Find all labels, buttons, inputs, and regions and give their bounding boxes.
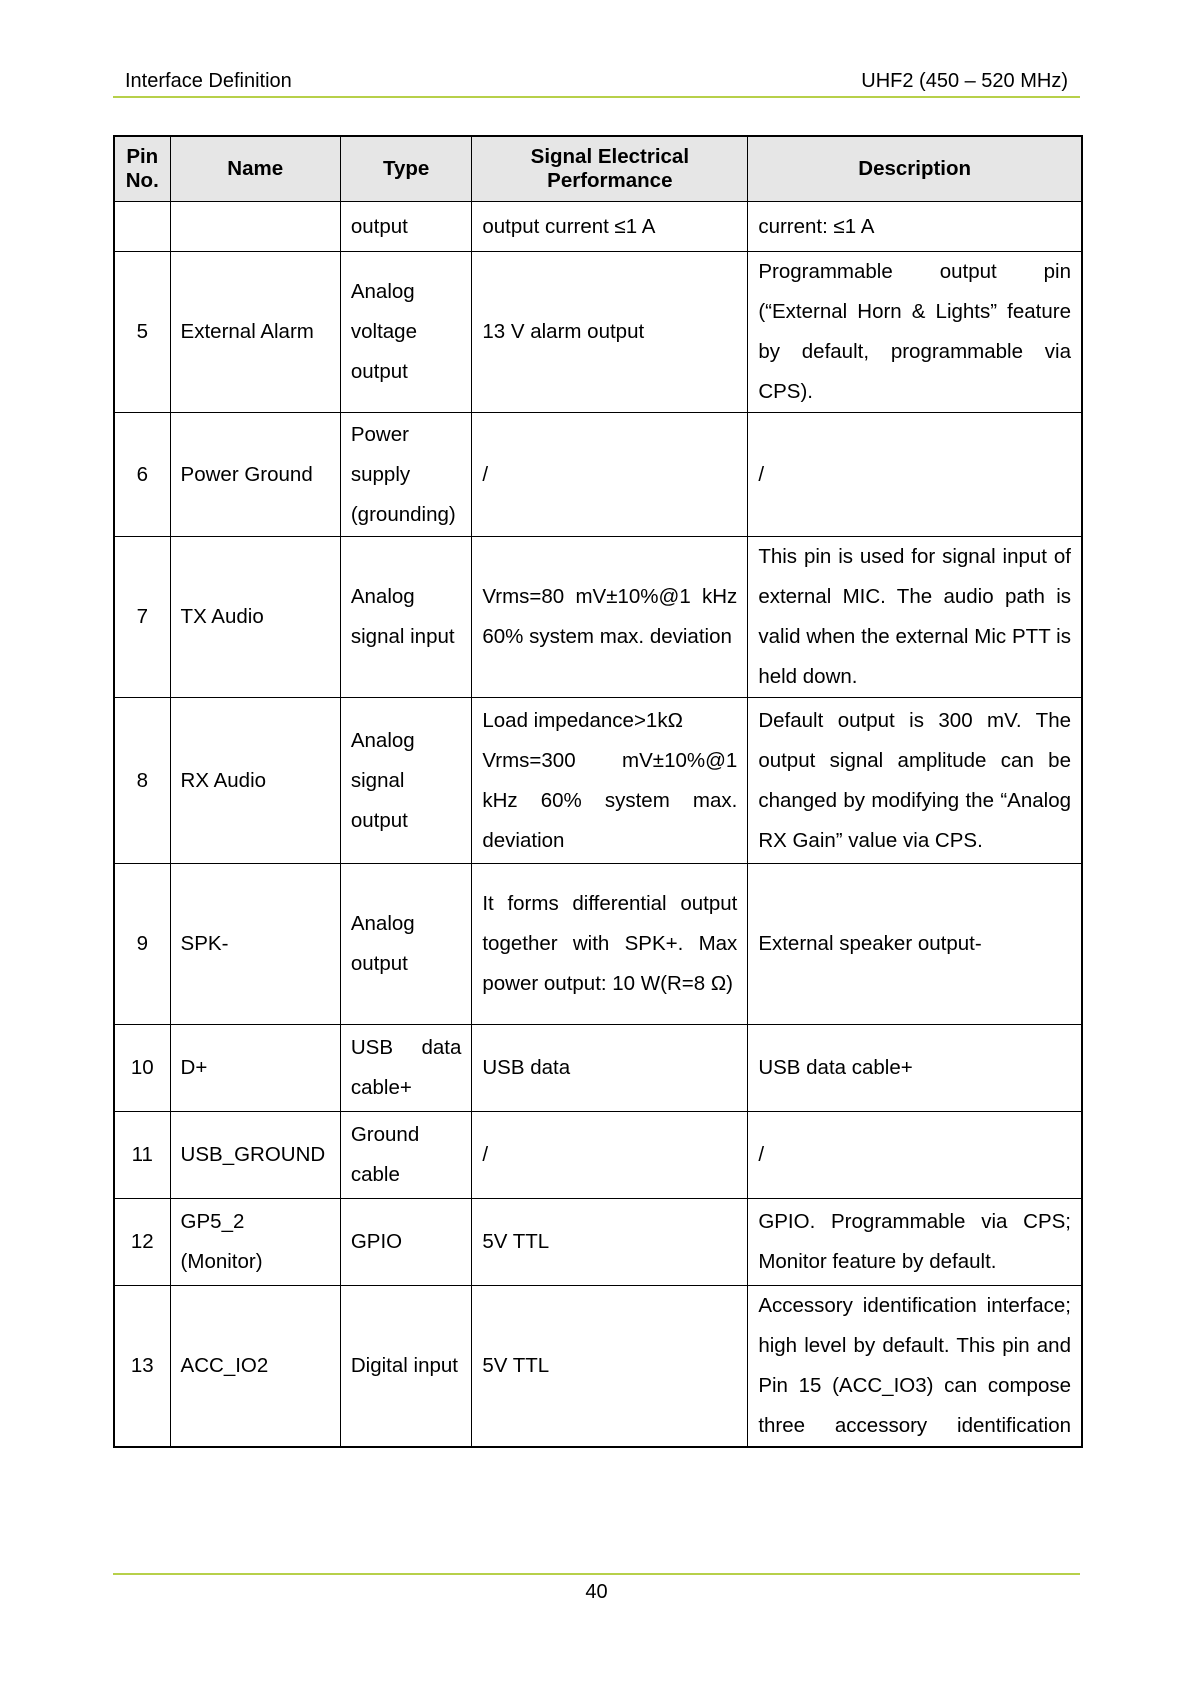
table-row <box>114 413 1082 537</box>
pin-description: This pin is used for signal input of external MIC. The audio path is valid when the external Mic PTT is held down. <box>748 537 1082 698</box>
table-row <box>114 202 1082 252</box>
pin-signal <box>472 698 748 864</box>
pin-description: Accessory identification interface; high level by default. This pin and Pin 15 (ACC_IO3) can compose three accessory identification <box>748 1286 1082 1448</box>
header-description: Description <box>748 136 1082 202</box>
header-type: Type <box>340 136 472 202</box>
signal-load-impedance: Load impedance>1kΩ <box>482 708 683 732</box>
pin-type: Ground cable <box>340 1112 472 1199</box>
pin-name: D+ <box>170 1025 340 1112</box>
pin-name: ACC_IO2 <box>170 1286 340 1448</box>
pin-signal: 5V TTL <box>472 1286 748 1448</box>
pin-number: 8 <box>114 698 170 864</box>
pin-type: Analog signal output <box>340 698 472 864</box>
pin-name: RX Audio <box>170 698 340 864</box>
pin-description: Programmable output pin (“External Horn & Lights” feature by default, programmable via CPS). <box>748 252 1082 413</box>
pin-signal: 5V TTL <box>472 1199 748 1286</box>
table-row <box>114 1112 1082 1199</box>
pin-signal: USB data <box>472 1025 748 1112</box>
table-header-row <box>114 136 1082 202</box>
pin-name: External Alarm <box>170 252 340 413</box>
page-footer <box>113 1573 1080 1603</box>
pin-type: Analog voltage output <box>340 252 472 413</box>
table-row <box>114 1199 1082 1286</box>
pin-description: USB data cable+ <box>748 1025 1082 1112</box>
pin-signal: / <box>472 1112 748 1199</box>
pin-number <box>114 202 170 252</box>
pin-type: Digital input <box>340 1286 472 1448</box>
table-row <box>114 698 1082 864</box>
pin-description: GPIO. Programmable via CPS; Monitor feature by default. <box>748 1199 1082 1286</box>
header-section-title: Interface Definition <box>125 70 292 92</box>
signal-vrms: Vrms=300 mV±10%@1 kHz 60% system max. deviation <box>482 748 738 852</box>
pin-name: TX Audio <box>170 537 340 698</box>
header-pin-no: Pin No. <box>114 136 170 202</box>
page-header <box>113 68 1080 98</box>
pin-signal: / <box>472 413 748 537</box>
pin-type: Analog signal input <box>340 537 472 698</box>
header-name: Name <box>170 136 340 202</box>
pin-name: SPK- <box>170 864 340 1025</box>
pin-type: output <box>340 202 472 252</box>
pin-name: Power Ground <box>170 413 340 537</box>
pin-number: 13 <box>114 1286 170 1448</box>
table-row <box>114 1025 1082 1112</box>
pin-type: Analog output <box>340 864 472 1025</box>
pin-number: 5 <box>114 252 170 413</box>
pin-name: USB_GROUND <box>170 1112 340 1199</box>
pin-signal: output current ≤1 A <box>472 202 748 252</box>
pin-description: / <box>748 413 1082 537</box>
pin-number: 6 <box>114 413 170 537</box>
pin-number: 10 <box>114 1025 170 1112</box>
pin-signal: Vrms=80 mV±10%@1 kHz 60% system max. deviation <box>472 537 748 698</box>
pin-number: 9 <box>114 864 170 1025</box>
header-signal: Signal Electrical Performance <box>472 136 748 202</box>
pin-name: GP5_2 (Monitor) <box>170 1199 340 1286</box>
page-number: 40 <box>585 1581 608 1603</box>
table-row <box>114 252 1082 413</box>
pin-number: 12 <box>114 1199 170 1286</box>
table-row <box>114 864 1082 1025</box>
pin-description: / <box>748 1112 1082 1199</box>
pin-name <box>170 202 340 252</box>
header-product-title: UHF2 (450 – 520 MHz) <box>861 70 1068 92</box>
pin-signal: It forms differential output together with SPK+. Max power output: 10 W(R=8 Ω) <box>472 864 748 1025</box>
table-row <box>114 1286 1082 1448</box>
pin-number: 7 <box>114 537 170 698</box>
pin-signal: 13 V alarm output <box>472 252 748 413</box>
pin-definition-table <box>113 135 1083 1448</box>
pin-type: USB data cable+ <box>340 1025 472 1112</box>
pin-description: External speaker output- <box>748 864 1082 1025</box>
pin-description: Default output is 300 mV. The output signal amplitude can be changed by modifying the “Analog RX Gain” value via CPS. <box>748 698 1082 864</box>
pin-description: current: ≤1 A <box>748 202 1082 252</box>
table-row <box>114 537 1082 698</box>
pin-type: GPIO <box>340 1199 472 1286</box>
pin-type: Power supply (grounding) <box>340 413 472 537</box>
pin-number: 11 <box>114 1112 170 1199</box>
